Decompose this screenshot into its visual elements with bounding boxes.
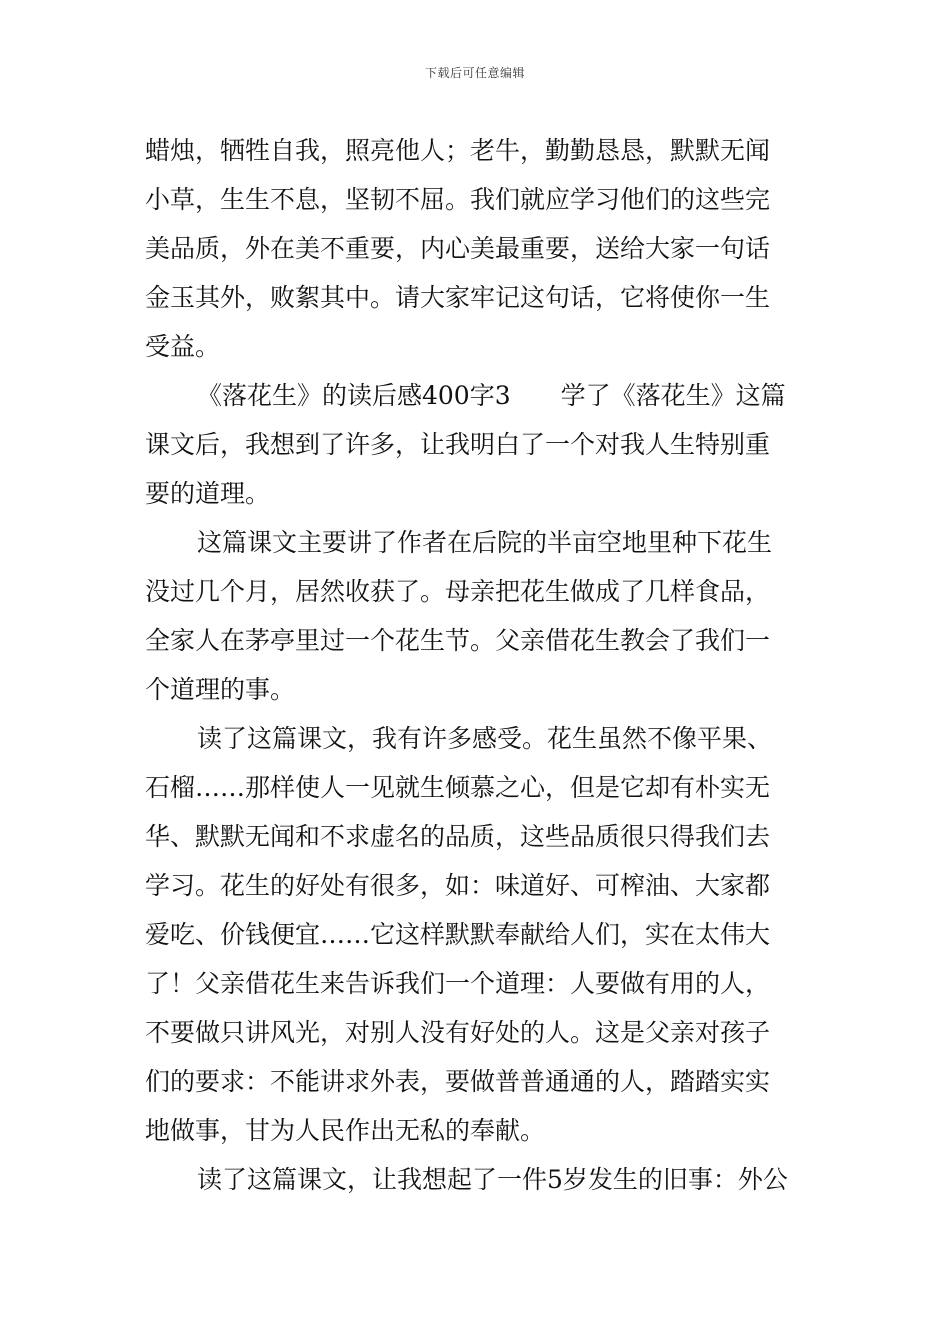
text-line: 没过几个月，居然收获了。母亲把花生做成了几样食品， xyxy=(145,577,771,606)
text-line: 们的要求：不能讲求外表，要做普普通通的人，踏踏实实 xyxy=(145,1067,771,1096)
text-line: 美品质，外在美不重要，内心美最重要，送给大家一句话 xyxy=(145,234,771,263)
text-line: 读了这篇课文，让我想起了一件5岁发生的旧事：外公 xyxy=(197,1165,788,1194)
page-header: 下载后可任意编辑 xyxy=(424,66,525,80)
text-line: 《落花生》的读后感400字3 学了《落花生》这篇 xyxy=(197,381,786,410)
text-line: 不要做只讲风光，对别人没有好处的人。这是父亲对孩子 xyxy=(145,1018,771,1047)
text-line: 课文后，我想到了许多，让我明白了一个对我人生特别重 xyxy=(145,430,771,459)
text-line: 蜡烛，牺牲自我，照亮他人；老牛，勤勤恳恳，默默无闻 xyxy=(145,136,771,165)
text-line: 了！父亲借花生来告诉我们一个道理：人要做有用的人， xyxy=(145,969,771,998)
document-body xyxy=(145,126,810,1204)
text-line: 石榴……那样使人一见就生倾慕之心，但是它却有朴实无 xyxy=(145,773,771,802)
text-line: 学习。花生的好处有很多，如：味道好、可榨油、大家都 xyxy=(145,871,771,900)
text-line: 地做事，甘为人民作出无私的奉献。 xyxy=(145,1116,546,1145)
text-line: 全家人在茅亭里过一个花生节。父亲借花生教会了我们一 xyxy=(145,626,771,655)
text-line: 爱吃、价钱便宜……它这样默默奉献给人们，实在太伟大 xyxy=(145,920,771,949)
text-line: 个道理的事。 xyxy=(145,675,296,704)
text-line: 华、默默无闻和不求虚名的品质，这些品质很只得我们去 xyxy=(145,822,771,851)
text-line: 小草，生生不息，坚韧不屈。我们就应学习他们的这些完 xyxy=(145,185,771,214)
text-line: 读了这篇课文，我有许多感受。花生虽然不像平果、 xyxy=(197,724,773,753)
text-line: 受益。 xyxy=(145,332,221,361)
text-line: 要的道理。 xyxy=(145,479,271,508)
text-line: 这篇课文主要讲了作者在后院的半亩空地里种下花生 xyxy=(197,528,773,557)
text-line: 金玉其外，败絮其中。请大家牢记这句话，它将使你一生 xyxy=(145,283,771,312)
